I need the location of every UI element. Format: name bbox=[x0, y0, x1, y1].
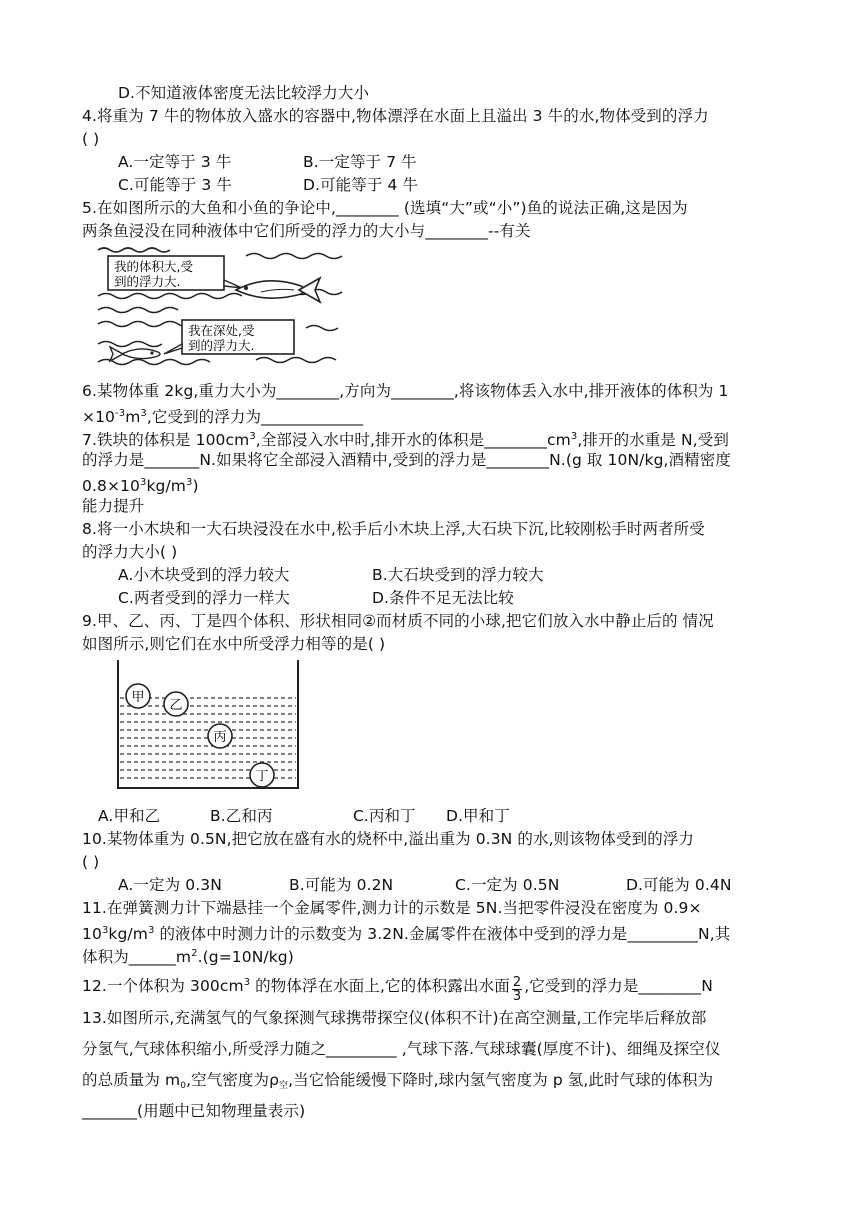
speech-tail bbox=[224, 280, 242, 288]
q10-stem: 10.某物体重为 0.5N,把它放在盛有水的烧杯中,溢出重为 0.3N 的水,则该物体受到的浮力 bbox=[82, 830, 695, 848]
q4-option-c: C.可能等于 3 牛 bbox=[118, 176, 232, 194]
q6-stem-line2: $\times 10^{-3}m^3$,它受到的浮力为_____________ bbox=[82, 408, 364, 426]
q9-option-a: A.甲和乙 bbox=[98, 807, 161, 825]
q4-option-d: D.可能等于 4 牛 bbox=[303, 176, 419, 194]
q10-bracket: ( ) bbox=[82, 853, 100, 871]
q4-bracket: ( ) bbox=[82, 130, 100, 148]
q3-option-d: D.不知道液体密度无法比较浮力大小 bbox=[118, 84, 370, 102]
q11-stem-line3: 体积为$\_\_\_\_\_\_m^2.(g=10N/kg)$ bbox=[82, 948, 294, 966]
q13-stem-line3: 的总质量为 $m_0$,空气密度为$\rho_空$,当它恰能缓慢下降时,球内氢气密度为 p 氢,此时气球的体积为 bbox=[82, 1071, 714, 1091]
section-heading: 能力提升 bbox=[82, 497, 145, 515]
q4-stem: 4.将重为 7 牛的物体放入盛水的容器中,物体漂浮在水面上且溢出 3 牛的水,物体受到的浮力 bbox=[82, 107, 709, 125]
q7-stem-line2: 的浮力是_______N.如果将它全部浸入酒精中,受到的浮力是________N.(g 取 10N/kg,酒精密度 bbox=[82, 451, 731, 469]
big-fish-line2: 到的浮力大. bbox=[114, 274, 181, 289]
q10-option-b: B.可能为 0.2N bbox=[289, 876, 394, 894]
q7-stem-line1: 7.铁块的体积是 $100cm^3$,全部浸入水中时,排开水的体积是$\_\_\_\_\_\_\_\_cm^3$,排开的水重是 N,受到 bbox=[82, 431, 729, 449]
q5-stem-line2: 两条鱼浸没在同种液体中它们所受的浮力的大小与________--有关 bbox=[82, 222, 531, 240]
q5-stem-line1: 5.在如图所示的大鱼和小鱼的争论中,________ (选填“大”或“小”)鱼的说法正确,这是因为 bbox=[82, 199, 688, 217]
q9-option-c: C.丙和丁 bbox=[353, 807, 416, 825]
svg-text:丁: 丁 bbox=[255, 769, 269, 784]
q7-stem-line3: $0.8\times 10^3kg/m^3$) bbox=[82, 477, 199, 495]
q13-stem-line2: 分氢气,气球体积缩小,所受浮力随之_________ ,气球下落.气球球囊(厚度不计)、细绳及探空仪 bbox=[82, 1040, 721, 1058]
wave-line bbox=[98, 294, 242, 299]
fraction-two-thirds: $\frac{2}{3}$ bbox=[512, 975, 522, 1004]
q8-option-a: A.小木块受到的浮力较大 bbox=[118, 566, 290, 584]
q8-option-b: B.大石块受到的浮力较大 bbox=[372, 566, 544, 584]
fish-argument-figure bbox=[96, 244, 344, 370]
q6-stem-line1: 6.某物体重 2kg,重力大小为________,方向为________,将该物体丢入水中,排开液体的体积为 1 bbox=[82, 382, 729, 400]
wave-line bbox=[98, 360, 210, 365]
q4-option-b: B.一定等于 7 牛 bbox=[303, 153, 417, 171]
q10-option-a: A.一定为 0.3N bbox=[118, 876, 222, 894]
q9-stem-line1: 9.甲、乙、丙、丁是四个体积、形状相同②而材质不同的小球,把它们放入水中静止后的 情况 bbox=[82, 612, 714, 630]
q8-stem-line1: 8.将一小木块和一大石块浸没在水中,松手后小木块上浮,大石块下沉,比较刚松手时两者所受 bbox=[82, 520, 705, 538]
svg-text:乙: 乙 bbox=[169, 698, 183, 713]
q8-option-d: D.条件不足无法比较 bbox=[372, 589, 514, 607]
wave-line bbox=[98, 342, 162, 347]
balls-in-water-figure bbox=[110, 658, 310, 798]
ball-ding bbox=[250, 763, 274, 787]
big-fish-icon bbox=[236, 278, 320, 302]
wave-line bbox=[306, 326, 338, 331]
q9-option-b: B.乙和丙 bbox=[210, 807, 273, 825]
speech-tail bbox=[164, 344, 182, 354]
small-fish-line1: 我在深处,受 bbox=[188, 323, 255, 338]
q13-stem-line4: _______(用题中已知物理量表示) bbox=[82, 1102, 306, 1120]
big-fish-line1: 我的体积大,受 bbox=[114, 259, 193, 274]
q10-option-c: C.一定为 0.5N bbox=[455, 876, 560, 894]
q12-stem: 12.一个体积为 $300cm^3$ 的物体浮在水面上,它的体积露出水面 $\frac{2}{3}$ ,它受到的浮力是________N bbox=[82, 975, 713, 1004]
ball-yi bbox=[164, 692, 188, 716]
svg-text:甲: 甲 bbox=[131, 690, 145, 705]
svg-text:丙: 丙 bbox=[213, 730, 227, 745]
small-fish-line2: 到的浮力大. bbox=[188, 338, 255, 353]
wave-line bbox=[98, 308, 178, 313]
wave-line bbox=[246, 254, 342, 259]
q9-stem-line2: 如图所示,则它们在水中所受浮力相等的是( ) bbox=[82, 635, 386, 653]
wave-line bbox=[256, 358, 336, 363]
q11-stem-line1: 11.在弹簧测力计下端悬挂一个金属零件,测力计的示数是 5N.当把零件浸没在密度为 0.9× bbox=[82, 899, 702, 917]
q9-option-d: D.甲和丁 bbox=[446, 807, 510, 825]
ball-bing bbox=[208, 724, 232, 748]
small-fish-icon bbox=[110, 347, 160, 361]
q8-option-c: C.两者受到的浮力一样大 bbox=[118, 589, 290, 607]
q11-stem-line2: $10^3kg/m^3$ 的液体中时测力计的示数变为 3.2N.金属零件在液体中受到的浮力是_________N,其 bbox=[82, 925, 731, 943]
q8-stem-line2: 的浮力大小( ) bbox=[82, 543, 178, 561]
wave-line bbox=[98, 248, 170, 252]
q4-option-a: A.一定等于 3 牛 bbox=[118, 153, 232, 171]
ball-jia bbox=[126, 684, 150, 708]
q13-stem-line1: 13.如图所示,充满氢气的气象探测气球携带探空仪(体积不计)在高空测量,工作完毕后释放部 bbox=[82, 1009, 707, 1027]
q10-option-d: D.可能为 0.4N bbox=[626, 876, 732, 894]
